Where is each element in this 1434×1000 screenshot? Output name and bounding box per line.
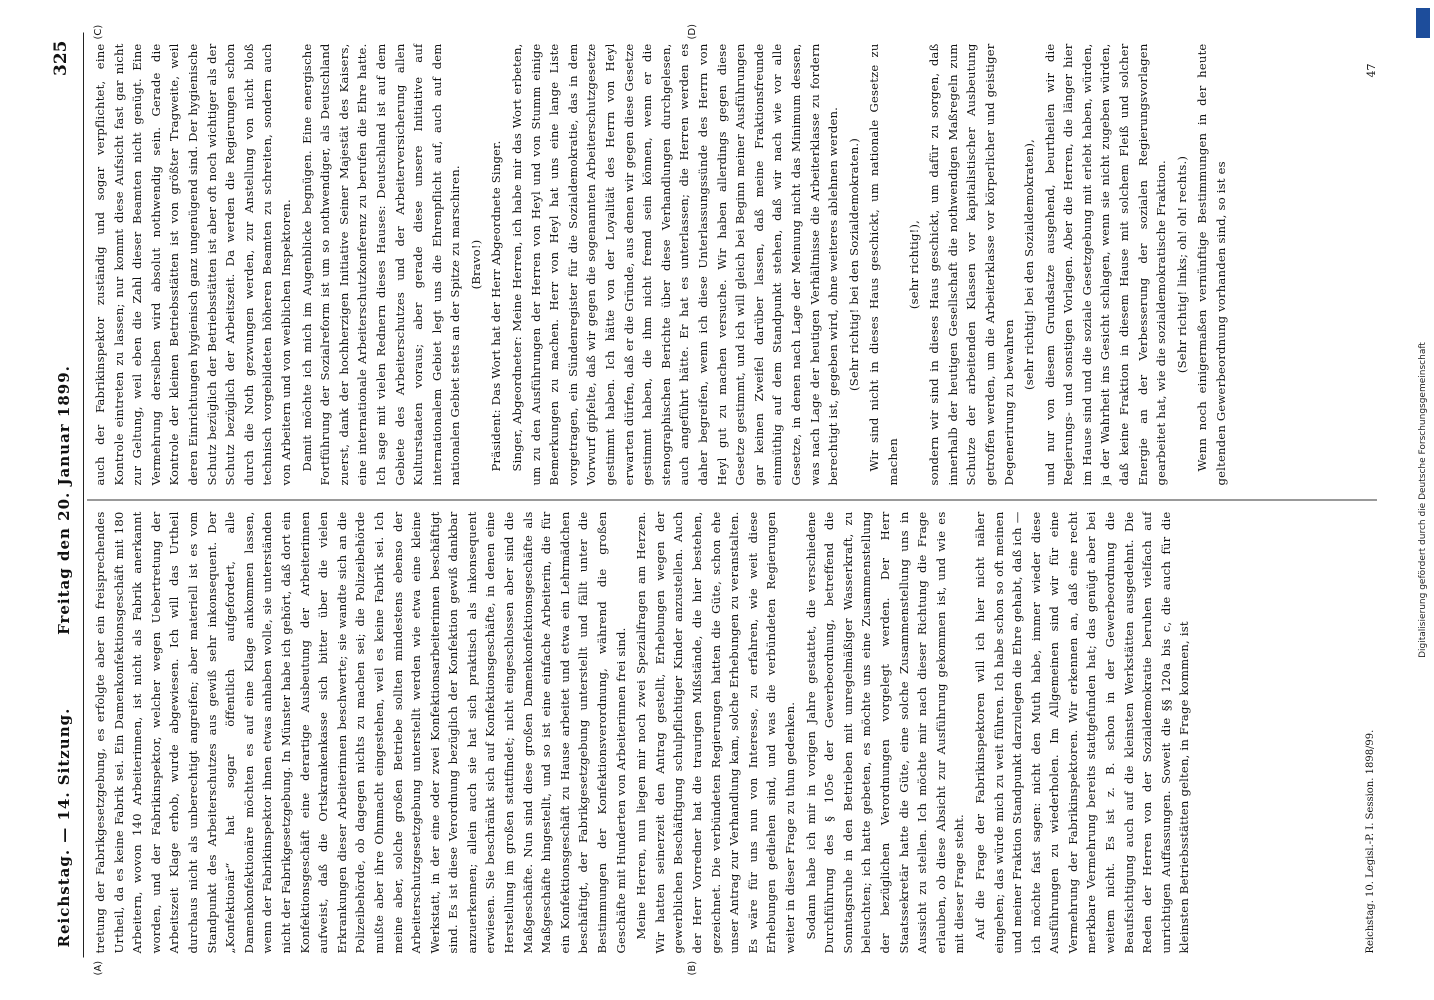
paragraph: Wir sind nicht in dieses Haus geschickt, um nationale Gesetze zu machen — [867, 43, 900, 486]
paragraph: Damit möchte ich mich im Augenblicke begnügen. Eine energische Fortführung der Sozialreform ist um so nothwendiger, als Deutschland zuerst, dank der hochherzigen Initiative Seiner Majestät des Kaisers, eine internationale Arbeiterschutzkonferenz zu berufen die Ehre hatte. Ich sage mit vielen Rednern dieses Hauses: Deutschland ist auf dem Gebiete des Arbeiterschutzes und der Arbeiterversicherung allen Kulturstaaten voraus; aber gerade diese unsere Initiative auf internationalem Gebiet legt uns die Ehrenpflicht auf, auch auf dem nationalen Gebiet stets an der Spitze zu marschiren. — [299, 43, 463, 486]
paragraph: Meine Herren, nun liegen mir noch zwei Spezialfragen am Herzen. Wir hatten seinerzeit den Antrag gestellt, Erhebungen wegen der gewerblichen Beschäftigung schulpflichtiger Kinder anzustellen. Auch der Herr Vorredner hat die traurigen Mißstände, die hier bestehen, gezeichnet. Die verbündeten Regierungen hatten die Güte, schon ehe unser Antrag zur Verhandlung kam, solche Erhebungen zu veranstalten. Es wäre für uns nun von Interesse, zu erfahren, wie weit diese Erhebungen gediehen sind, und was die verbündeten Regierungen weiter in dieser Frage zu thun gedenken. — [634, 511, 797, 954]
interjection: (sehr richtig!), — [906, 219, 921, 310]
header-rule — [83, 33, 84, 958]
page-header — [47, 23, 83, 978]
paragraph: Sodann habe ich mir in vorigen Jahre gestattet, die verschiedene Durchführung des § 105e der Gewerbeordnung, betreffend die Sonntagsruhe in den Betrieben mit unregelmäßiger Wasserkraft, zu beleuchten; ich hatte gebeten, es möchte uns eine Zusammenstellung der bezüglichen Verordnungen vorgelegt werden. Der Herr Staatssekretär hatte die Güte, eine solche Zusammenstellung uns in Aussicht zu stellen. Ich möchte mir nach dieser Richtung die Frage erlauben, ob diese Absicht zur Ausführung gekommen ist, und wie es mit dieser Frage steht. — [803, 511, 967, 954]
column-divider — [87, 500, 1377, 501]
left-column — [91, 512, 1381, 954]
credit-text: Digitalisierung gefördert durch die Deutsche Forschungsgemeinschaft — [1418, 342, 1428, 658]
paragraph: Singer, Abgeordneter: Meine Herren, ich habe mir das Wort erbeten, um zu den Ausführungen der Herren von Heyl und von Stumm einige Bemerkungen zu machen. Herr von Heyl hat uns eine lange Liste vorgetragen, ein Sündenregister für die Sozialdemokratie, das in dem Vorwurf gipfelte, daß wir gegen die sogenannten Arbeiterschutzgesetze gestimmt haben. Ich hätte von der Loyalität des Herrn von Heyl erwarten dürfen, daß er die Gründe, aus denen wir gegen diese Gesetze gestimmt haben, die ihm nicht fremd sein können, wenn er die stenographischen Berichte über diese Verhandlungen durchgelesen, auch angeführt hätte. Er hat es unterlassen; die Herren werden es daher begreifen, wenn ich diese Unterlassungssünde des Herrn von Heyl gut zu machen versuche. Wir haben allerdings gegen diese Gesetze gestimmt, und ich will gleich bei Beginn meiner Ausführungen gar keinen Zweifel darüber lassen, daß meine Fraktionsfreunde einmüthig auf dem Standpunkt stehen, daß wir nach wie vor alle Gesetze, in denen nach Lage der Meinung nicht das Minimum dessen, was nach Lage der heutigen Verhältnisse die Arbeiterklasse zu fordern berechtigt ist, gegeben wird, ohne weiteres ablehnen werden. — [510, 43, 841, 486]
margin-marker-a: (A) — [93, 960, 104, 976]
paragraph: Auf die Frage der Fabrikinspektoren will ich hier nicht näher eingehen; das würde mich zu weit führen. Ich habe schon so oft meinen und meiner Fraktion Standpunkt darzulegen die Ehre gehabt, daß ich — ich möchte fast sagen: nicht den Muth habe, immer wieder diese Ausführungen zu wiederholen. Im Allgemeinen sind wir für eine Vermehrung der Fabrikinspektoren. Wir erkennen an, daß eine recht merkbare Vermehrung bereits stattgefunden hat; das genügt aber bei weitem nicht. Es ist z. B. schon in der Gewerbeordnung die Beaufsichtigung auch auf die kleinsten Werkstätten ausgedehnt. Die Reden der Herren von der Sozialdemokratie beruhen vielfach auf unrichtigen Auffassungen. Soweit die §§ 120a bis c, die auch für die kleinsten Betriebsstätten gelten, in Frage kommen, ist — [972, 511, 1192, 954]
sheet-signature: 47 — [1365, 63, 1378, 78]
margin-marker-d: (D) — [687, 23, 698, 40]
interjection: (Sehr richtig! links; oh! oh! rechts.) — [1174, 155, 1189, 374]
right-column — [91, 44, 1381, 486]
interjection: (Sehr richtig! bei den Sozialdemokraten.) — [846, 138, 861, 391]
margin-marker-b: (B) — [687, 960, 698, 976]
interjection: (sehr richtig! bei den Sozialdemokraten), — [1022, 139, 1037, 390]
paragraph: sondern wir sind in dieses Haus geschickt, um dafür zu sorgen, daß innerhalb der heutigen Gesellschaft die nothwendigen Maßregeln zum Schutze der arbeitenden Klassen vor kapitalistischer Ausbeutung getroffen werden, um die Arbeiterklasse vor körperlicher und geistiger Degenerirung zu bewahren — [927, 43, 1016, 486]
paragraph: auch der Fabrikinspektor zuständig und sogar verpflichtet, eine Kontrole eintreten zu lassen; nur kommt diese Aufsicht fast gar nicht zur Geltung, weil eben die Zahl dieser Beamten nicht genügt. Eine Vermehrung derselben wird absolut nothwendig sein. Gerade die Kontrole der kleinen Betriebsstätten ist von größter Tragweite, weil deren Einrichtungen hygienisch ganz ungenügend sind. Der hygienische Schutz bezüglich der Betriebsstätten ist aber oft noch wichtiger als der Schutz bezüglich der Arbeitszeit. Da werden die Regierungen schon durch die Noth gezwungen werden, zur Anstellung von nicht bloß technisch vorgebildeten höheren Beamten zu schreiten, sondern auch von Arbeitern und von weiblichen Inspektoren. — [93, 43, 293, 486]
header-center: Freitag den 20. Januar 1899. — [55, 365, 73, 635]
side-credit — [1412, 0, 1434, 1000]
paragraph: Wenn noch einigermaßen vernünftige Bestimmungen in der heute geltenden Gewerbeordnung vorhanden sind, so ist es — [1195, 43, 1229, 486]
dfg-logo-icon — [1416, 8, 1430, 38]
header-left: Reichstag. — 14. Sitzung. — [55, 707, 73, 948]
paragraph: und nur von diesem Grundsatze ausgehend, beurtheilen wir die Regierungs- und sonstigen Vorlagen. Aber die Herren, die länger hier im Hause sind und die soziale Gesetzgebung mit erlebt haben, würden, ja der Wahrheit ins Gesicht schlagen, wenn sie nicht zugeben würden, daß keine Fraktion in diesem Hause mit solchem Fleiß und solcher Energie an der Verbesserung der sozialen Regierungsvorlagen gearbeitet hat, wie die sozialdemokratische Fraktion. — [1042, 43, 1169, 486]
paragraph: tretung der Fabrikgesetzgebung, es erfolgte aber ein freisprechendes Urtheil, da es keine Fabrik sei. Ein Damenkonfektionsgeschäft mit 180 Arbeitern, wovon 140 Arbeiterinnen, ist nicht als Fabrik anerkannt worden, und der Fabrikinspektor, welcher wegen Uebertretung der Arbeitszeit Klage erhob, wurde abgewiesen. Ich will das Urtheil durchaus nicht als unberechtigt angreifen; aber materiell ist es vom Standpunkt des Arbeiterschutzes aus gewiß sehr inkonsequent. Der „Konfektionär“ hat sogar öffentlich aufgefordert, alle Damenkonfektionäre möchten es auf eine Klage ankommen lassen, wenn der Fabrikinspektor ihnen etwas anhaben wolle, sie unterständen nicht der Fabrikgesetzgebung. In Münster habe ich gehört, daß dort ein Konfektionsgeschäft eine derartige Ausbeutung der Arbeiterinnen aufweist, daß die Ortskrankenkasse sich bitter über die vielen Erkrankungen dieser Arbeiterinnen beschwerte; sie wandte sich an die Polizeibehörde, ob dagegen nichts zu machen sei; die Polizeibehörde mußte aber ihre Ohnmacht eingestehen, weil es keine Fabrik sei. Ich meine aber, solche großen Betriebe sollten mindestens ebenso der Arbeiterschutzgesetzgebung unterstellt werden wie etwa eine kleine Werkstatt, in der eine oder zwei Konfektionsarbeiterinnen beschäftigt sind. Es ist diese Verordnung bezüglich der Konfektion gewiß dankbar anzuerkennen; allein auch sie hat sich praktisch als inkonsequent erwiesen. Sie beschränkt sich auf Konfektionsgeschäfte, in denen eine Herstellung im großen stattfindet; nicht eingeschlossen aber sind die Maßgeschäfte. Nun sind diese großen Damenkonfektionsgeschäfte als Maßgeschäfte hingestellt, und so ist eine einfache Arbeiterin, die für ein Konfektionsgeschäft zu Hause arbeitet und etwa ein Lehrmädchen beschäftigt, der Fabrikgesetzgebung unterstellt und fällt unter die Bestimmungen der Konfektionsverordnung, während die großen Geschäfte mit Hunderten von Arbeiterinnen frei sind. — [93, 511, 628, 954]
footer-session: Reichstag. 10. Legisl.-P. I. Session. 1898/99. — [1365, 729, 1376, 954]
interjection: (Bravo!) — [468, 239, 483, 290]
page-number: 325 — [51, 40, 71, 76]
rotated-sheet — [47, 23, 1387, 978]
speaker-line: Präsident: Das Wort hat der Herr Abgeordnete Singer. — [489, 140, 504, 472]
margin-marker-c: (C) — [93, 24, 104, 40]
